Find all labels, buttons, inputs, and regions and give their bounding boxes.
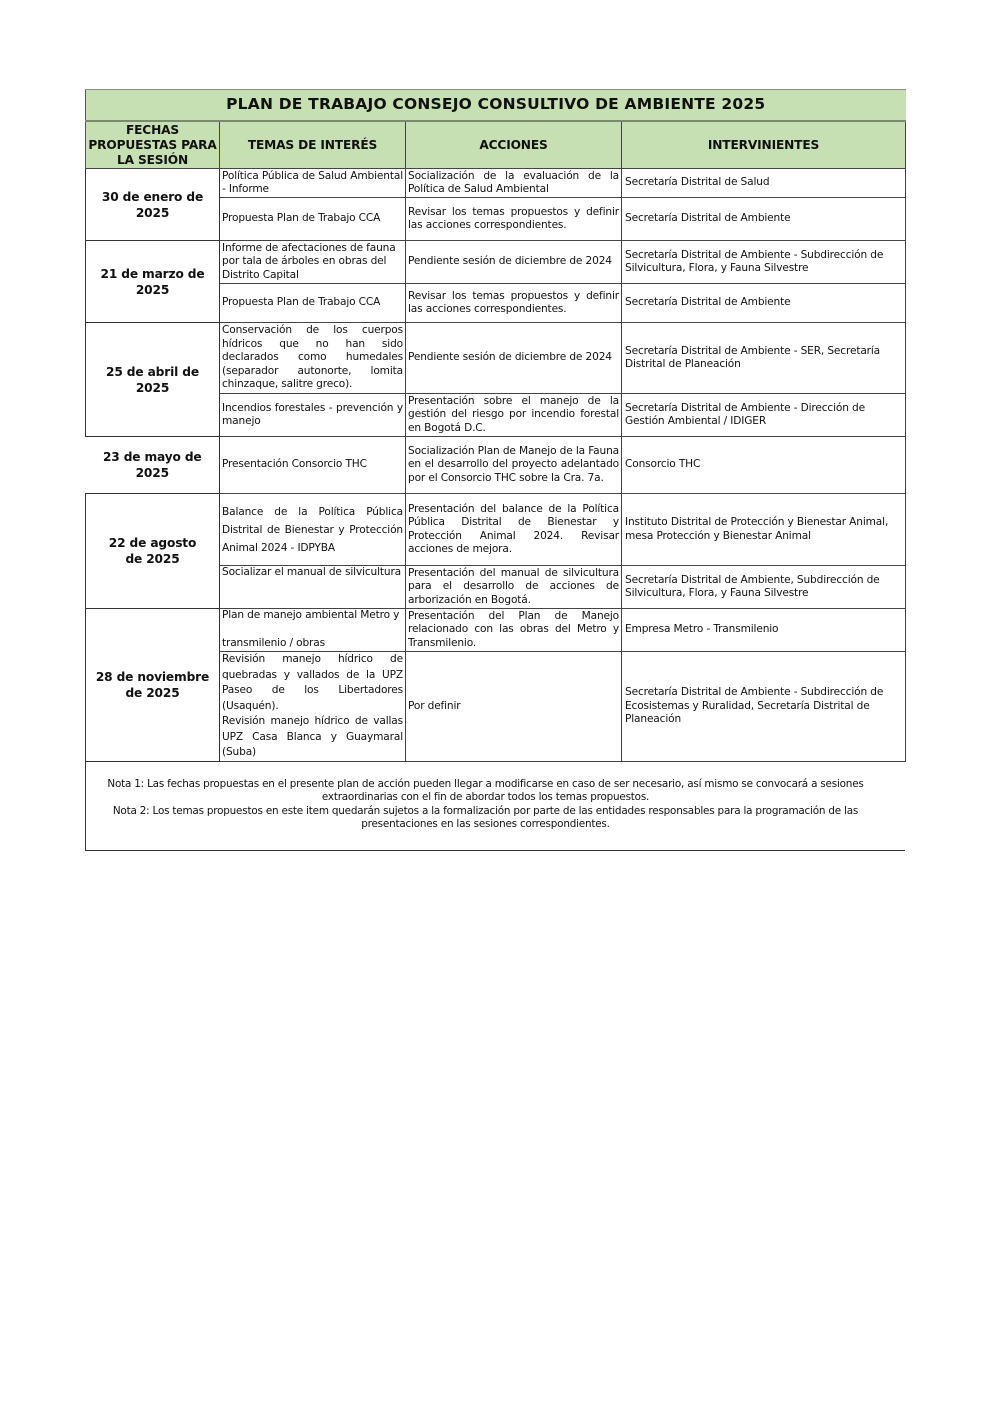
intervinientes-cell: Instituto Distrital de Protección y Bienestar Animal, mesa Protección y Bienestar Animal	[622, 494, 906, 566]
table-row	[86, 494, 906, 566]
tema-line: Plan de manejo ambiental Metro y	[222, 609, 400, 621]
table-title: PLAN DE TRABAJO CONSEJO CONSULTIVO DE AMBIENTE 2025	[86, 90, 906, 122]
note-1: Nota 1: Las fechas propuestas en el presente plan de acción pueden llegar a modificarse en caso de ser necesario, así mismo se convocará a sesiones extraordinarias con el fin de abordar todos los temas propuestos.	[107, 777, 864, 803]
notes-box	[85, 762, 905, 851]
table-row	[86, 437, 906, 494]
accion-cell: Socialización Plan de Manejo de la Fauna en el desarrollo del proyecto adelantado por el Consorcio THC sobre la Cra. 7a.	[406, 437, 622, 494]
intervinientes-cell: Secretaría Distrital de Ambiente - Subdirección de Silvicultura, Flora, y Fauna Silvestre	[622, 241, 906, 284]
accion-cell: Presentación sobre el manejo de la gestión del riesgo por incendio forestal en Bogotá D.C.	[406, 394, 622, 437]
table-row	[86, 169, 906, 198]
session-date: 28 de noviembre de 2025	[86, 609, 220, 762]
header-acciones: ACCIONES	[406, 121, 622, 169]
title-row	[86, 90, 906, 122]
tema-line: Revisión manejo hídrico de quebradas y vallados de la UPZ Paseo de los Libertadores (Usaquén).	[222, 653, 403, 712]
session-date: 22 de agosto de 2025	[86, 494, 220, 609]
accion-cell: Pendiente sesión de diciembre de 2024	[406, 323, 622, 394]
intervinientes-cell: Secretaría Distrital de Ambiente, Subdirección de Silvicultura, Flora, y Fauna Silvestre	[622, 566, 906, 609]
tema-cell: Informe de afectaciones de fauna por tala de árboles en obras del Distrito Capital	[220, 241, 406, 284]
intervinientes-cell: Secretaría Distrital de Ambiente - SER, Secretaría Distrital de Planeación	[622, 323, 906, 394]
tema-line: Revisión manejo hídrico de vallas UPZ Casa Blanca y Guaymaral (Suba)	[222, 715, 403, 758]
header-row	[86, 121, 906, 169]
tema-line: transmilenio / obras	[222, 636, 325, 649]
tema-cell: Política Pública de Salud Ambiental - Informe	[220, 169, 406, 198]
work-plan-table	[85, 89, 906, 762]
intervinientes-cell: Empresa Metro - Transmilenio	[622, 609, 906, 652]
header-temas: TEMAS DE INTERÉS	[220, 121, 406, 169]
header-fechas: FECHAS PROPUESTAS PARA LA SESIÓN	[86, 121, 220, 169]
accion-cell: Presentación del balance de la Política Pública Distrital de Bienestar y Protección Animal 2024. Revisar acciones de mejora.	[406, 494, 622, 566]
session-date: 21 de marzo de 2025	[86, 241, 220, 323]
session-date: 30 de enero de 2025	[86, 169, 220, 241]
tema-cell: Propuesta Plan de Trabajo CCA	[220, 198, 406, 241]
accion-cell: Por definir	[406, 652, 622, 762]
note-2: Nota 2: Los temas propuestos en este item quedarán sujetos a la formalización por parte de las entidades responsables para la programación de las presentaciones en las sesiones correspondientes.	[112, 804, 859, 830]
work-plan-sheet	[85, 89, 905, 851]
tema-cell: Incendios forestales - prevención y manejo	[220, 394, 406, 437]
table-row	[86, 323, 906, 394]
intervinientes-cell: Secretaría Distrital de Ambiente	[622, 284, 906, 323]
accion-cell: Pendiente sesión de diciembre de 2024	[406, 241, 622, 284]
tema-cell: Presentación Consorcio THC	[220, 437, 406, 494]
accion-cell: Presentación del Plan de Manejo relacionado con las obras del Metro y Transmilenio.	[406, 609, 622, 652]
tema-cell	[220, 609, 406, 652]
table-row	[86, 241, 906, 284]
accion-cell: Presentación del manual de silvicultura para el desarrollo de acciones de arborización en Bogotá.	[406, 566, 622, 609]
session-date: 25 de abril de 2025	[86, 323, 220, 437]
tema-cell: Conservación de los cuerpos hídricos que no han sido declarados como humedales (separador autonorte, lomita chinzaque, salitre greco).	[220, 323, 406, 394]
accion-cell: Socialización de la evaluación de la Política de Salud Ambiental	[406, 169, 622, 198]
table-row	[86, 609, 906, 652]
tema-cell: Propuesta Plan de Trabajo CCA	[220, 284, 406, 323]
tema-cell: Socializar el manual de silvicultura	[220, 566, 406, 609]
accion-cell: Revisar los temas propuestos y definir las acciones correspondientes.	[406, 284, 622, 323]
intervinientes-cell: Secretaría Distrital de Ambiente	[622, 198, 906, 241]
intervinientes-cell: Secretaría Distrital de Ambiente - Dirección de Gestión Ambiental / IDIGER	[622, 394, 906, 437]
intervinientes-cell: Consorcio THC	[622, 437, 906, 494]
session-date: 23 de mayo de 2025	[86, 437, 220, 494]
accion-cell: Revisar los temas propuestos y definir las acciones correspondientes.	[406, 198, 622, 241]
tema-cell: Balance de la Política Pública Distrital de Bienestar y Protección Animal 2024 - IDPYBA	[220, 494, 406, 566]
intervinientes-cell: Secretaría Distrital de Salud	[622, 169, 906, 198]
intervinientes-cell: Secretaría Distrital de Ambiente - Subdirección de Ecosistemas y Ruralidad, Secretaría Distrital de Planeación	[622, 652, 906, 762]
tema-cell	[220, 652, 406, 762]
header-intervinientes: INTERVINIENTES	[622, 121, 906, 169]
